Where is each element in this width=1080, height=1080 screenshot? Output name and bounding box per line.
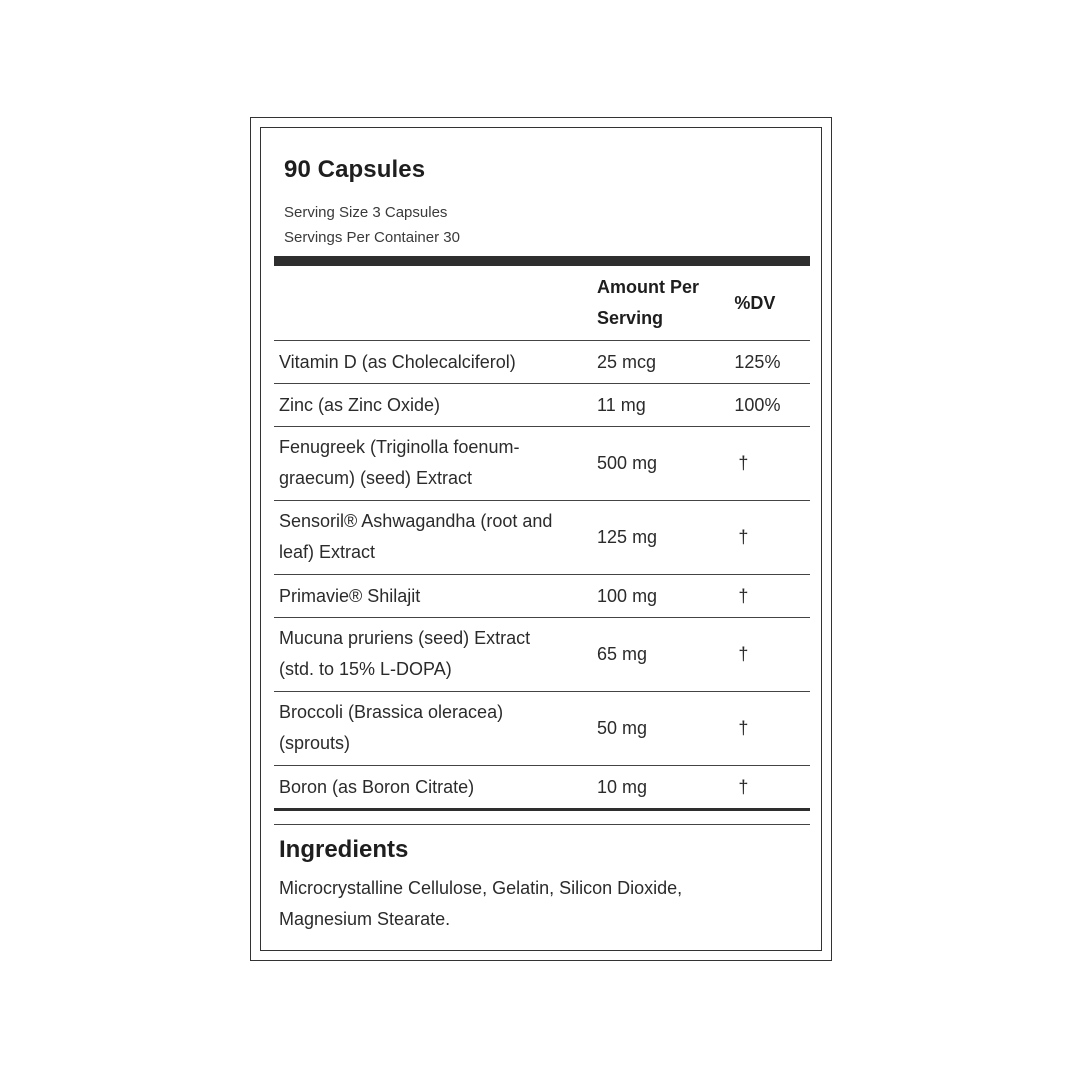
nutrient-name: Boron (as Boron Citrate) bbox=[274, 766, 597, 810]
nutrient-name bbox=[274, 427, 597, 501]
nutrient-dv: † bbox=[734, 575, 810, 618]
nutrient-dv: † bbox=[734, 692, 810, 766]
nutrient-name bbox=[274, 501, 597, 575]
nutrient-dv: 100% bbox=[734, 384, 810, 427]
nutrient-name: Vitamin D (as Cholecalciferol) bbox=[274, 341, 597, 384]
nutrient-name: Primavie® Shilajit bbox=[274, 575, 597, 618]
table-header-row bbox=[274, 266, 810, 341]
ingredients-heading: Ingredients bbox=[279, 836, 409, 863]
nutrient-amount: 500 mg bbox=[597, 427, 734, 501]
servings-per-container: Servings Per Container 30 bbox=[284, 229, 460, 246]
nutrient-amount: 11 mg bbox=[597, 384, 734, 427]
table-row bbox=[274, 384, 810, 427]
table-row bbox=[274, 692, 810, 766]
serving-size: Serving Size 3 Capsules bbox=[284, 204, 448, 221]
nutrient-name bbox=[274, 618, 597, 692]
nutrient-dv: † bbox=[734, 618, 810, 692]
header-amount bbox=[597, 266, 734, 341]
table-row bbox=[274, 575, 810, 618]
nutrient-dv: † bbox=[734, 501, 810, 575]
nutrient-amount: 25 mcg bbox=[597, 341, 734, 384]
nutrient-dv: † bbox=[734, 766, 810, 810]
nutrient-name: Zinc (as Zinc Oxide) bbox=[274, 384, 597, 427]
ingredients-divider bbox=[274, 824, 810, 825]
nutrient-amount: 65 mg bbox=[597, 618, 734, 692]
header-divider-bar bbox=[274, 256, 810, 266]
table-row bbox=[274, 766, 810, 810]
nutrient-name bbox=[274, 692, 597, 766]
nutrient-dv: 125% bbox=[734, 341, 810, 384]
table-row bbox=[274, 427, 810, 501]
supplement-facts-table bbox=[274, 266, 810, 811]
table-row bbox=[274, 618, 810, 692]
table-row bbox=[274, 501, 810, 575]
nutrient-amount: 50 mg bbox=[597, 692, 734, 766]
nutrient-dv: † bbox=[734, 427, 810, 501]
ingredients-list: Microcrystalline Cellulose, Gelatin, Silicon Dioxide, Magnesium Stearate. bbox=[279, 878, 683, 929]
header-name bbox=[274, 266, 597, 341]
nutrient-name-text: Broccoli (Brassica oleracea) (sprouts) bbox=[279, 702, 504, 753]
nutrient-amount: 125 mg bbox=[597, 501, 734, 575]
product-title: 90 Capsules bbox=[284, 156, 426, 183]
nutrient-amount: 100 mg bbox=[597, 575, 734, 618]
nutrient-name-text: Mucuna pruriens (seed) Extract (std. to 15% L-DOPA) bbox=[279, 628, 531, 679]
nutrient-name-text: Fenugreek (Triginolla foenum-graecum) (seed) Extract bbox=[279, 437, 520, 488]
nutrient-name-text: Sensoril® Ashwagandha (root and leaf) Extract bbox=[279, 511, 553, 562]
serving-info bbox=[284, 200, 460, 250]
table-row bbox=[274, 341, 810, 384]
nutrient-amount: 10 mg bbox=[597, 766, 734, 810]
header-amount-text: Amount Per Serving bbox=[597, 277, 700, 328]
header-dv: %DV bbox=[734, 266, 810, 341]
